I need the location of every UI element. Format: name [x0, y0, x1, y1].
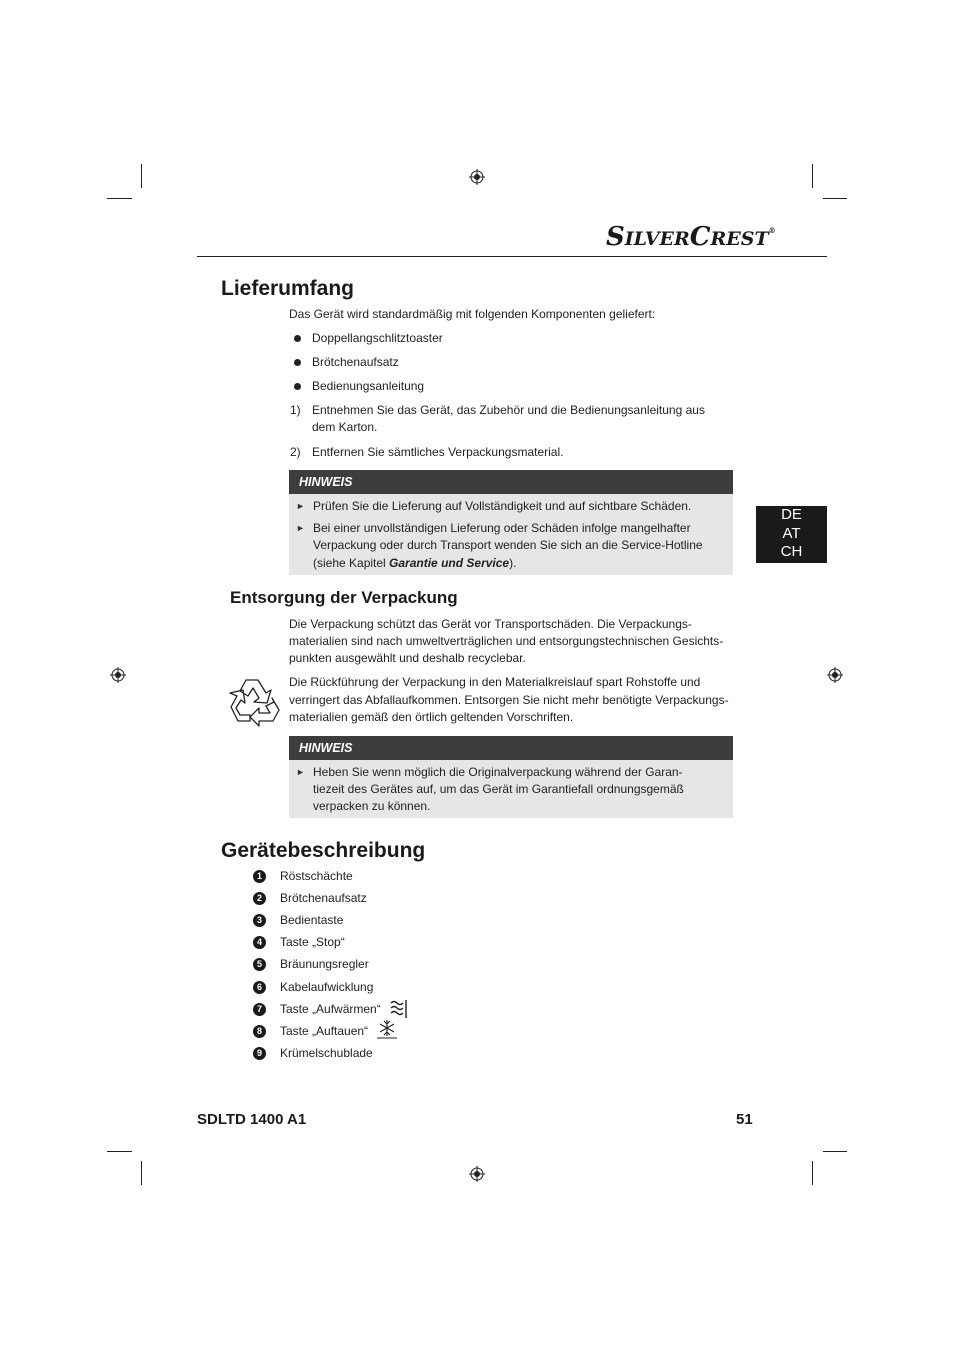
note-text: (siehe Kapitel Garantie und Service). [313, 556, 517, 570]
step-text: Entnehmen Sie das Gerät, das Zubehör und die Bedienungsanleitung aus [312, 403, 705, 417]
section-title-entsorgung: Entsorgung der Verpackung [230, 588, 458, 607]
arrow-bullet-icon: ► [296, 501, 305, 511]
arrow-bullet-icon: ► [296, 767, 305, 777]
part-number-badge: 7 [253, 1003, 266, 1016]
part-label: Taste „Stop“ [280, 935, 345, 949]
arrow-bullet-icon: ► [296, 523, 305, 533]
intro-text: Das Gerät wird standardmäßig mit folgenden Komponenten geliefert: [289, 307, 656, 321]
part-label: Krümelschublade [280, 1046, 373, 1060]
note-text: Heben Sie wenn möglich die Originalverpackung während der Garan- [313, 765, 683, 779]
crop-mark [823, 1151, 847, 1152]
part-number-badge: 8 [253, 1025, 266, 1038]
step-number: 1) [290, 403, 301, 417]
page-number: 51 [736, 1111, 753, 1128]
section-title-geraetebeschreibung: Gerätebeschreibung [221, 839, 426, 862]
part-label: Brötchenaufsatz [280, 891, 367, 905]
recycling-icon [226, 676, 284, 730]
part-number-badge: 4 [253, 936, 266, 949]
part-label: Taste „Auftauen“ [280, 1024, 369, 1038]
note-text: Verpackung oder durch Transport wenden Sie sich an die Service-Hotline [313, 538, 703, 552]
note-header: HINWEIS [289, 470, 733, 494]
step-text: Entfernen Sie sämtliches Verpackungsmaterial. [312, 445, 564, 459]
bullet-icon [294, 335, 301, 342]
list-item: Doppellangschlitztoaster [312, 331, 443, 345]
paragraph-text: Die Rückführung der Verpackung in den Materialkreislauf spart Rohstoffe und [289, 675, 701, 689]
crop-mark [823, 198, 847, 199]
paragraph-text: materialien gemäß den örtlich geltenden Vorschriften. [289, 710, 574, 724]
paragraph-text: Die Verpackung schützt das Gerät vor Transportschäden. Die Verpackungs- [289, 617, 692, 631]
note-text: verpacken zu können. [313, 799, 431, 813]
registration-mark-icon [827, 667, 843, 683]
warm-up-icon [389, 999, 409, 1019]
bullet-icon [294, 359, 301, 366]
registration-mark-icon [110, 667, 126, 683]
crop-mark [107, 1151, 132, 1152]
note-header: HINWEIS [289, 736, 733, 760]
brand-logo: SILVERCREST® [606, 222, 776, 252]
crop-mark [812, 164, 813, 188]
registration-mark-icon [469, 169, 485, 185]
header-rule [197, 256, 827, 257]
part-number-badge: 3 [253, 914, 266, 927]
crop-mark [141, 164, 142, 188]
part-number-badge: 5 [253, 958, 266, 971]
crop-mark [141, 1161, 142, 1185]
part-number-badge: 9 [253, 1047, 266, 1060]
country-tab: DE AT CH [756, 506, 827, 563]
crop-mark [107, 198, 132, 199]
paragraph-text: verringert das Abfallaufkommen. Entsorgen Sie nicht mehr benötigte Verpackungs- [289, 693, 729, 707]
crop-mark [812, 1161, 813, 1185]
part-label: Bedientaste [280, 913, 344, 927]
list-item: Bedienungsanleitung [312, 379, 425, 393]
defrost-snowflake-icon [376, 1019, 398, 1039]
step-text: dem Karton. [312, 420, 378, 434]
registration-mark-icon [469, 1166, 485, 1182]
step-number: 2) [290, 445, 301, 459]
note-text: tiezeit des Gerätes auf, um das Gerät im Garantiefall ordnungsgemäß [313, 782, 684, 796]
part-label: Kabelaufwicklung [280, 980, 374, 994]
section-title-lieferumfang: Lieferumfang [221, 277, 355, 300]
paragraph-text: punkten ausgewählt und deshalb recyclebar. [289, 651, 526, 665]
list-item: Brötchenaufsatz [312, 355, 399, 369]
footer-model: SDLTD 1400 A1 [197, 1111, 307, 1128]
note-text: Prüfen Sie die Lieferung auf Vollständigkeit und auf sichtbare Schäden. [313, 499, 692, 513]
paragraph-text: materialien sind nach umweltverträglichen und entsorgungstechnischen Gesichts- [289, 634, 724, 648]
part-number-badge: 1 [253, 870, 266, 883]
bullet-icon [294, 383, 301, 390]
part-number-badge: 6 [253, 981, 266, 994]
part-label: Taste „Aufwärmen“ [280, 1002, 381, 1016]
part-label: Röstschächte [280, 869, 353, 883]
part-number-badge: 2 [253, 892, 266, 905]
note-text: Bei einer unvollständigen Lieferung oder Schäden infolge mangelhafter [313, 521, 691, 535]
part-label: Bräunungsregler [280, 957, 369, 971]
